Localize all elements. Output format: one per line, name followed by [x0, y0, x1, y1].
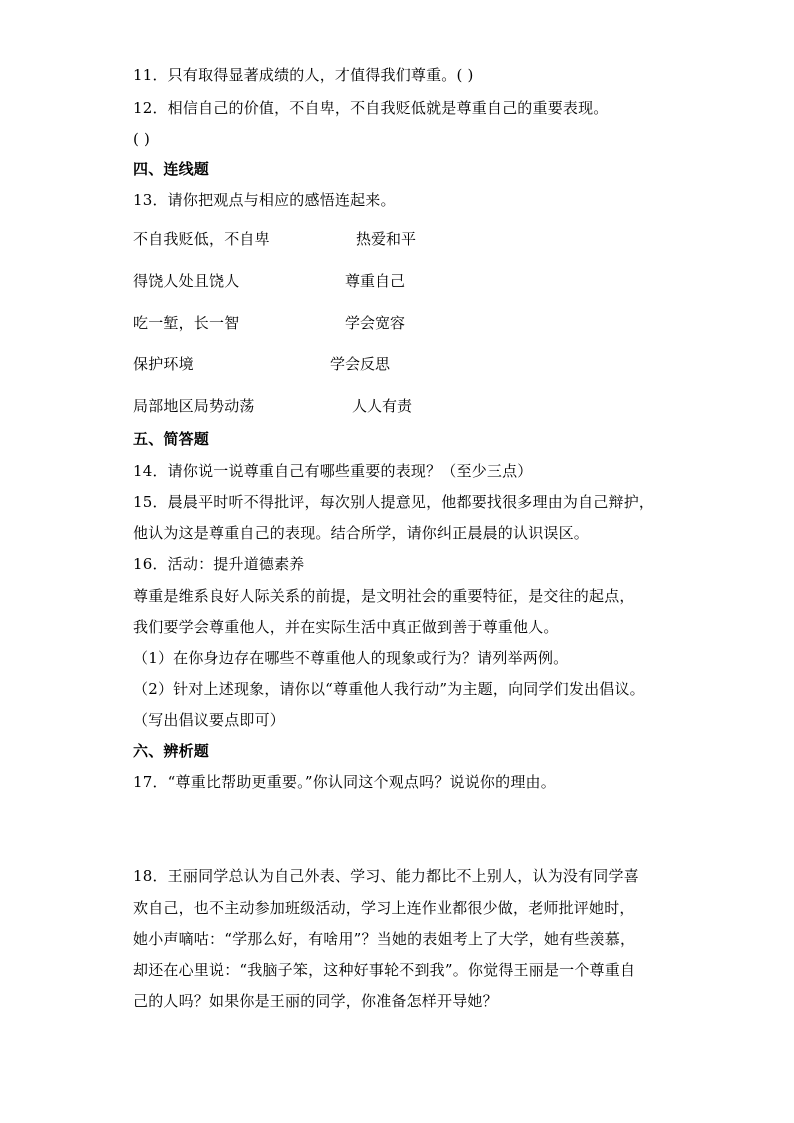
question-18-line-5: 己的人吗？如果你是王丽的同学，你准备怎样开导她？	[133, 992, 498, 1010]
matching-left-1: 不自我贬低，不自卑	[133, 230, 270, 248]
question-17: 17．“尊重比帮助更重要。”你认同这个观点吗？说说你的理由。	[133, 773, 556, 791]
question-15-line-2: 他认为这是尊重自己的表现。结合所学，请你纠正晨晨的认识误区。	[133, 524, 590, 542]
question-18-line-1: 18．王丽同学总认为自己外表、学习、能力都比不上别人，认为没有同学喜	[133, 867, 639, 885]
question-15-line-1: 15．晨晨平时听不得批评，每次别人提意见，他都要找很多理由为自己辩护，	[133, 493, 655, 511]
matching-right-2: 尊重自己	[345, 272, 406, 290]
question-16-sub-2: （2）针对上述现象，请你以“尊重他人我行动”为主题，向同学们发出倡议。	[133, 680, 645, 698]
question-16-title: 16．活动：提升道德素养	[133, 555, 305, 573]
question-11: 11．只有取得显著成绩的人，才值得我们尊重。( )	[133, 66, 474, 84]
question-18-line-4: 却还在心里说：“我脑子笨，这种好事轮不到我”。你觉得王丽是一个尊重自	[133, 961, 636, 979]
matching-right-3: 学会宽容	[345, 314, 406, 332]
matching-left-4: 保护环境	[133, 355, 194, 373]
question-13: 13．请你把观点与相应的感悟连起来。	[133, 191, 396, 209]
section-5-heading: 五、简答题	[133, 430, 210, 448]
question-12-line-2: ( )	[133, 130, 151, 148]
section-6-heading: 六、辨析题	[133, 742, 210, 760]
section-4-heading: 四、连线题	[133, 160, 210, 178]
matching-right-4: 学会反思	[330, 355, 391, 373]
question-14: 14．请你说一说尊重自己有哪些重要的表现？（至少三点）	[133, 462, 533, 480]
question-16-note: （写出倡议要点即可）	[133, 711, 286, 729]
matching-left-2: 得饶人处且饶人	[133, 272, 240, 290]
matching-left-3: 吃一堑，长一智	[133, 314, 240, 332]
question-18-line-2: 欢自己，也不主动参加班级活动，学习上连作业都很少做，老师批评她时，	[133, 899, 635, 917]
question-18-line-3: 她小声嘀咕：“学那么好，有啥用”？当她的表姐考上了大学，她有些羡慕，	[133, 930, 636, 948]
question-16-line-1: 尊重是维系良好人际关系的前提，是文明社会的重要特征，是交往的起点，	[133, 587, 635, 605]
question-16-sub-1: （1）在你身边存在哪些不尊重他人的现象或行为？请列举两例。	[133, 649, 569, 667]
matching-left-5: 局部地区局势动荡	[133, 397, 255, 415]
matching-right-1: 热爱和平	[356, 230, 417, 248]
matching-right-5: 人人有责	[352, 397, 413, 415]
question-16-line-2: 我们要学会尊重他人，并在实际生活中真正做到善于尊重他人。	[133, 618, 559, 636]
question-12-line-1: 12．相信自己的价值，不自卑，不自我贬低就是尊重自己的重要表现。	[133, 99, 609, 117]
